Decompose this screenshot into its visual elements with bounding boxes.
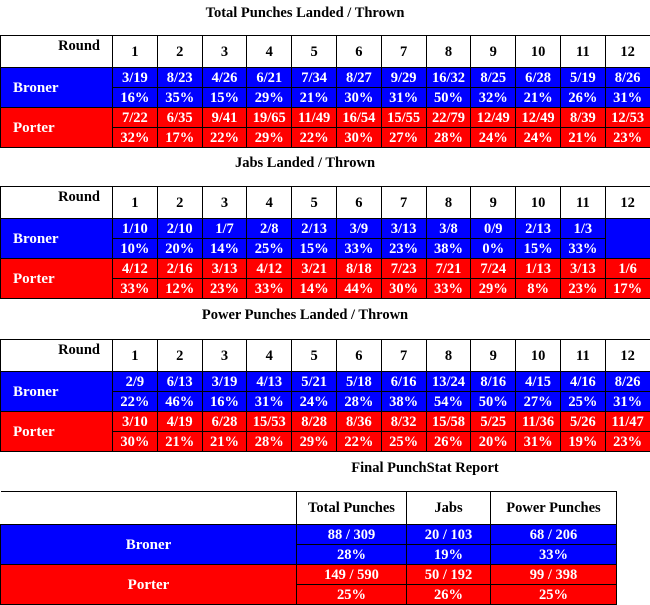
fighter-name: Broner — [1, 525, 297, 565]
round-number: 8 — [426, 340, 471, 372]
pct-cell: 12% — [157, 279, 202, 299]
pct-cell: 38% — [426, 239, 471, 259]
pct-cell: 30% — [113, 432, 158, 452]
final-pct-cell: 19% — [407, 545, 491, 565]
final-stat-cell: 99 / 398 — [491, 565, 617, 585]
round-number: 10 — [516, 36, 561, 68]
stat-cell: 8/27 — [336, 68, 381, 88]
final-header-jabs: Jabs — [407, 492, 491, 525]
pct-cell: 21% — [560, 128, 605, 148]
stat-cell: 8/26 — [605, 68, 650, 88]
stat-cell: 3/13 — [560, 259, 605, 279]
stat-cell: 16/32 — [426, 68, 471, 88]
stat-cell: 9/29 — [381, 68, 426, 88]
stat-cell: 4/12 — [247, 259, 292, 279]
pct-cell: 27% — [516, 392, 561, 412]
stat-cell: 1/10 — [113, 219, 158, 239]
stat-cell: 5/19 — [560, 68, 605, 88]
pct-cell: 0% — [471, 239, 516, 259]
stat-cell: 3/8 — [426, 219, 471, 239]
pct-cell: 38% — [381, 392, 426, 412]
stat-cell: 2/8 — [247, 219, 292, 239]
pct-cell: 26% — [426, 432, 471, 452]
pct-cell: 32% — [113, 128, 158, 148]
stat-cell: 2/10 — [157, 219, 202, 239]
stat-cell: 3/9 — [336, 219, 381, 239]
round-number: 8 — [426, 187, 471, 219]
stat-cell: 6/13 — [157, 372, 202, 392]
round-number: 7 — [381, 187, 426, 219]
stat-cell: 12/49 — [516, 108, 561, 128]
final-stat-cell: 68 / 206 — [491, 525, 617, 545]
final-header-power: Power Punches — [491, 492, 617, 525]
final-pct-cell: 28% — [297, 545, 407, 565]
pct-cell: 24% — [516, 128, 561, 148]
fighter-landed-row — [1, 219, 650, 239]
pct-cell: 33% — [336, 239, 381, 259]
pct-cell: 32% — [471, 88, 516, 108]
stat-cell: 15/55 — [381, 108, 426, 128]
round-number: 9 — [471, 340, 516, 372]
stat-cell: 15/53 — [247, 412, 292, 432]
round-number: 9 — [471, 187, 516, 219]
round-number: 2 — [157, 187, 202, 219]
round-number: 3 — [202, 36, 247, 68]
final-fighter-row — [1, 565, 617, 585]
pct-cell: 21% — [157, 432, 202, 452]
stat-cell: 12/53 — [605, 108, 650, 128]
final-stat-cell: 50 / 192 — [407, 565, 491, 585]
final-report-title: Final PunchStat Report — [210, 459, 640, 477]
pct-cell: 22% — [113, 392, 158, 412]
pct-cell: 28% — [247, 432, 292, 452]
round-number: 3 — [202, 187, 247, 219]
pct-cell: 44% — [336, 279, 381, 299]
pct-cell: 14% — [292, 279, 337, 299]
final-report-table — [0, 491, 617, 605]
round-label: Round — [1, 36, 113, 68]
pct-cell: 31% — [247, 392, 292, 412]
pct-cell: 25% — [381, 432, 426, 452]
stat-cell: 1/7 — [202, 219, 247, 239]
stat-cell: 4/16 — [560, 372, 605, 392]
round-number: 11 — [560, 36, 605, 68]
pct-cell: 35% — [157, 88, 202, 108]
pct-cell: 17% — [605, 279, 650, 299]
final-pct-cell: 25% — [297, 585, 407, 605]
fighter-landed-row — [1, 372, 650, 392]
pct-cell: 22% — [336, 432, 381, 452]
fighter-landed-row — [1, 412, 650, 432]
stat-cell: 3/13 — [202, 259, 247, 279]
stat-cell: 5/18 — [336, 372, 381, 392]
stat-cell: 11/36 — [516, 412, 561, 432]
round-number: 6 — [336, 340, 381, 372]
pct-cell: 33% — [426, 279, 471, 299]
round-number: 11 — [560, 340, 605, 372]
fighter-name: Porter — [1, 108, 113, 148]
pct-cell: 26% — [560, 88, 605, 108]
round-number: 7 — [381, 340, 426, 372]
pct-cell: 50% — [471, 392, 516, 412]
stat-cell: 6/16 — [381, 372, 426, 392]
stat-cell: 2/9 — [113, 372, 158, 392]
stat-cell: 7/34 — [292, 68, 337, 88]
stat-cell: 6/28 — [202, 412, 247, 432]
round-label: Round — [1, 187, 113, 219]
stat-cell: 7/23 — [381, 259, 426, 279]
round-number: 8 — [426, 36, 471, 68]
pct-cell: 16% — [113, 88, 158, 108]
pct-cell: 20% — [471, 432, 516, 452]
stat-cell: 4/13 — [247, 372, 292, 392]
final-stat-cell: 149 / 590 — [297, 565, 407, 585]
final-pct-cell: 25% — [491, 585, 617, 605]
stat-cell-empty — [605, 219, 650, 259]
pct-cell: 29% — [471, 279, 516, 299]
round-number: 1 — [113, 36, 158, 68]
pct-cell: 23% — [605, 432, 650, 452]
fighter-landed-row — [1, 259, 650, 279]
round-number: 12 — [605, 340, 650, 372]
stat-cell: 8/23 — [157, 68, 202, 88]
stat-cell: 5/21 — [292, 372, 337, 392]
fighter-name: Porter — [1, 565, 297, 605]
fighter-name: Porter — [1, 259, 113, 299]
round-number: 5 — [292, 36, 337, 68]
final-pct-cell: 26% — [407, 585, 491, 605]
final-header-total: Total Punches — [297, 492, 407, 525]
round-number: 6 — [336, 187, 381, 219]
round-header-row — [1, 340, 650, 372]
pct-cell: 27% — [381, 128, 426, 148]
round-number: 4 — [247, 187, 292, 219]
round-number: 5 — [292, 187, 337, 219]
stat-cell: 12/49 — [471, 108, 516, 128]
pct-cell: 31% — [605, 88, 650, 108]
stat-cell: 4/26 — [202, 68, 247, 88]
pct-cell: 25% — [247, 239, 292, 259]
stat-cell: 8/36 — [336, 412, 381, 432]
stat-cell: 11/47 — [605, 412, 650, 432]
final-header-row — [1, 492, 617, 525]
pct-cell: 29% — [247, 88, 292, 108]
round-header-row — [1, 36, 650, 68]
pct-cell: 23% — [560, 279, 605, 299]
round-number: 10 — [516, 187, 561, 219]
final-stat-cell: 88 / 309 — [297, 525, 407, 545]
round-number: 2 — [157, 36, 202, 68]
stat-cell: 4/15 — [516, 372, 561, 392]
fighter-name: Broner — [1, 68, 113, 108]
pct-cell: 22% — [202, 128, 247, 148]
round-number: 9 — [471, 36, 516, 68]
stat-cell: 1/13 — [516, 259, 561, 279]
pct-cell: 31% — [381, 88, 426, 108]
fighter-landed-row — [1, 108, 650, 128]
pct-cell: 30% — [336, 128, 381, 148]
stat-cell: 8/32 — [381, 412, 426, 432]
round-number: 11 — [560, 187, 605, 219]
round-number: 5 — [292, 340, 337, 372]
pct-cell: 33% — [113, 279, 158, 299]
stat-cell: 3/21 — [292, 259, 337, 279]
pct-cell: 21% — [516, 88, 561, 108]
round-header-row — [1, 187, 650, 219]
pct-cell: 25% — [560, 392, 605, 412]
stat-cell: 2/13 — [292, 219, 337, 239]
stat-cell: 7/21 — [426, 259, 471, 279]
stat-cell: 8/25 — [471, 68, 516, 88]
pct-cell: 31% — [605, 392, 650, 412]
stat-cell: 2/13 — [516, 219, 561, 239]
stat-cell: 3/19 — [113, 68, 158, 88]
fighter-landed-row — [1, 68, 650, 88]
fighter-name: Broner — [1, 219, 113, 259]
stat-cell: 3/13 — [381, 219, 426, 239]
stat-cell: 3/10 — [113, 412, 158, 432]
stat-cell: 13/24 — [426, 372, 471, 392]
pct-cell: 16% — [202, 392, 247, 412]
final-header-blank — [1, 492, 297, 525]
final-fighter-row — [1, 525, 617, 545]
stat-cell: 5/26 — [560, 412, 605, 432]
stat-cell: 8/16 — [471, 372, 516, 392]
pct-cell: 21% — [202, 432, 247, 452]
stat-cell: 6/21 — [247, 68, 292, 88]
round-number: 6 — [336, 36, 381, 68]
stat-cell: 8/26 — [605, 372, 650, 392]
pct-cell: 15% — [202, 88, 247, 108]
pct-cell: 17% — [157, 128, 202, 148]
pct-cell: 24% — [471, 128, 516, 148]
pct-cell: 28% — [336, 392, 381, 412]
pct-cell: 8% — [516, 279, 561, 299]
pct-cell: 14% — [202, 239, 247, 259]
stat-cell: 0/9 — [471, 219, 516, 239]
stat-cell: 22/79 — [426, 108, 471, 128]
stat-cell: 16/54 — [336, 108, 381, 128]
stat-cell: 6/28 — [516, 68, 561, 88]
round-number: 12 — [605, 187, 650, 219]
stat-cell: 19/65 — [247, 108, 292, 128]
pct-cell: 33% — [247, 279, 292, 299]
pct-cell: 21% — [292, 88, 337, 108]
pct-cell: 23% — [605, 128, 650, 148]
stat-cell: 4/12 — [113, 259, 158, 279]
pct-cell: 22% — [292, 128, 337, 148]
stat-cell: 9/41 — [202, 108, 247, 128]
stat-cell: 7/22 — [113, 108, 158, 128]
pct-cell: 31% — [516, 432, 561, 452]
pct-cell: 24% — [292, 392, 337, 412]
pct-cell: 29% — [247, 128, 292, 148]
power-punches-table — [0, 339, 650, 452]
pct-cell: 33% — [560, 239, 605, 259]
pct-cell: 46% — [157, 392, 202, 412]
stat-cell: 6/35 — [157, 108, 202, 128]
stat-cell: 3/19 — [202, 372, 247, 392]
stat-cell: 4/19 — [157, 412, 202, 432]
round-number: 1 — [113, 340, 158, 372]
round-number: 7 — [381, 36, 426, 68]
section-title-power: Power Punches Landed / Thrown — [0, 306, 610, 324]
pct-cell: 20% — [157, 239, 202, 259]
section-title-total: Total Punches Landed / Thrown — [0, 4, 610, 22]
jabs-table — [0, 186, 650, 299]
stat-cell: 2/16 — [157, 259, 202, 279]
pct-cell: 15% — [516, 239, 561, 259]
stat-cell: 8/18 — [336, 259, 381, 279]
section-title-jabs: Jabs Landed / Thrown — [0, 154, 610, 172]
round-number: 4 — [247, 340, 292, 372]
final-pct-cell: 33% — [491, 545, 617, 565]
stat-cell: 5/25 — [471, 412, 516, 432]
stat-cell: 1/6 — [605, 259, 650, 279]
round-number: 10 — [516, 340, 561, 372]
pct-cell: 19% — [560, 432, 605, 452]
pct-cell: 23% — [202, 279, 247, 299]
pct-cell: 15% — [292, 239, 337, 259]
final-stat-cell: 20 / 103 — [407, 525, 491, 545]
fighter-name: Porter — [1, 412, 113, 452]
stat-cell: 1/3 — [560, 219, 605, 239]
stat-cell: 15/58 — [426, 412, 471, 432]
stat-cell: 11/49 — [292, 108, 337, 128]
round-number: 2 — [157, 340, 202, 372]
pct-cell: 28% — [426, 128, 471, 148]
stat-cell: 8/28 — [292, 412, 337, 432]
fighter-name: Broner — [1, 372, 113, 412]
stat-cell: 8/39 — [560, 108, 605, 128]
total-punches-table — [0, 35, 650, 148]
pct-cell: 10% — [113, 239, 158, 259]
pct-cell: 30% — [336, 88, 381, 108]
pct-cell: 50% — [426, 88, 471, 108]
round-number: 4 — [247, 36, 292, 68]
round-number: 1 — [113, 187, 158, 219]
round-number: 3 — [202, 340, 247, 372]
pct-cell: 29% — [292, 432, 337, 452]
round-number: 12 — [605, 36, 650, 68]
pct-cell: 23% — [381, 239, 426, 259]
round-label: Round — [1, 340, 113, 372]
pct-cell: 30% — [381, 279, 426, 299]
stat-cell: 7/24 — [471, 259, 516, 279]
pct-cell: 54% — [426, 392, 471, 412]
